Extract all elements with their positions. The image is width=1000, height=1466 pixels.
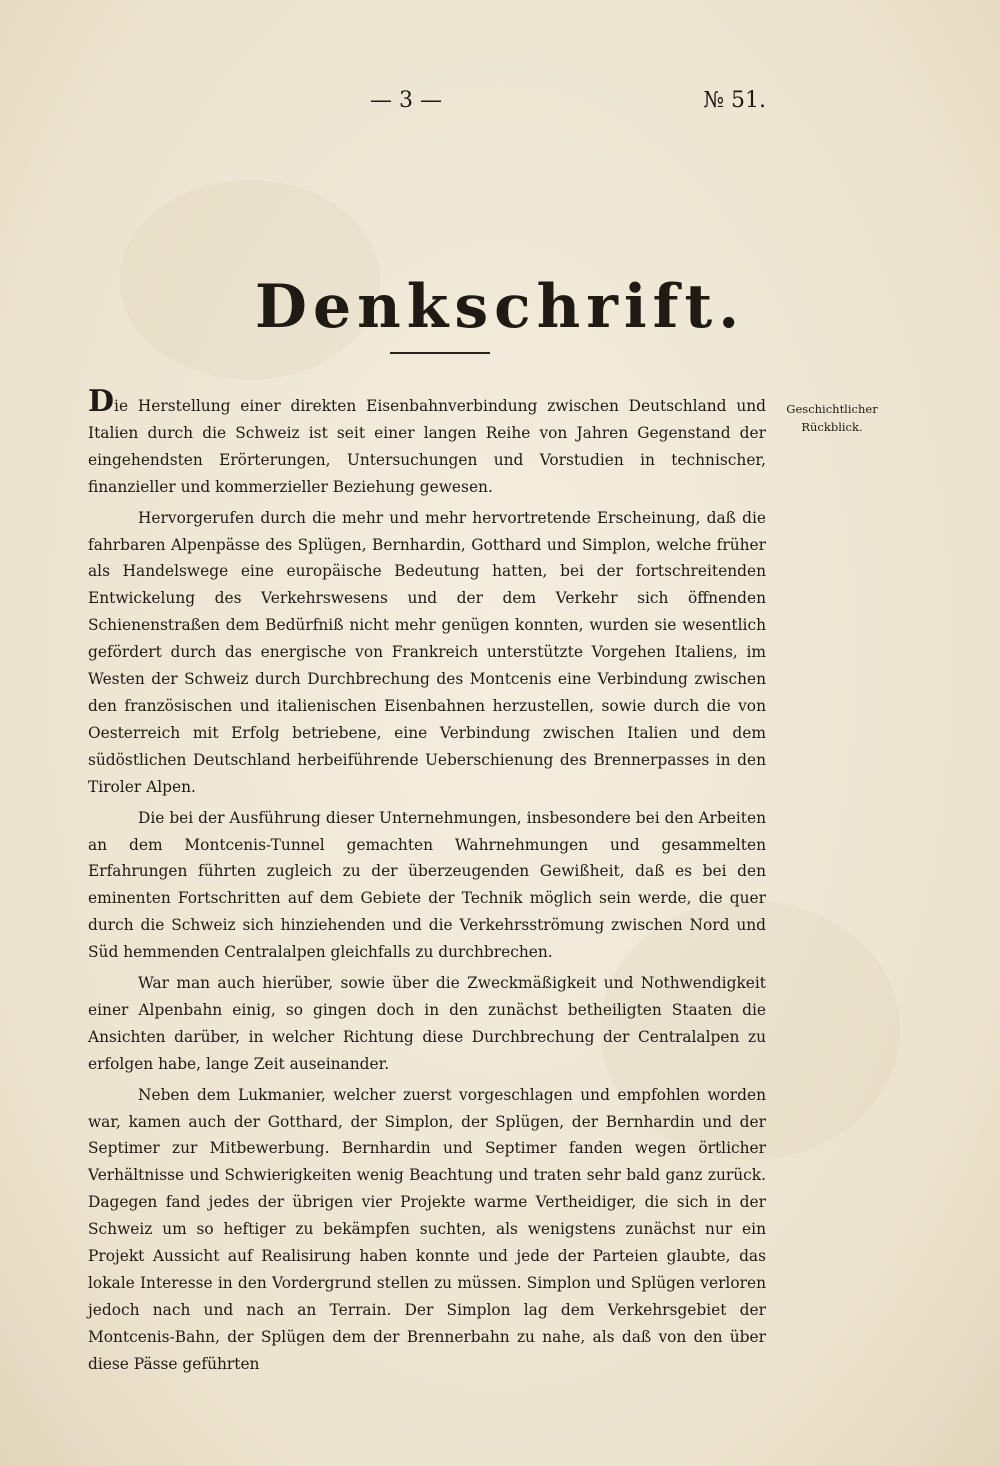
paragraph: Hervorgerufen durch die mehr und mehr hervortretende Erscheinung, daß die fahrbaren Alpenpässe des Splügen, Bernhardin, Gotthard und Simplon, welche früher als Handelswege eine europäische Bedeutung hatten, bei der fortschreitenden Entwickelung des Verkehrswesens und der dem Verkehr sich öffnenden Schienenstraßen dem Bedürfniß nicht mehr genügen konnten, wurden sie wesentlich gefördert durch das energische von Frankreich unterstützte Vorgehen Italiens, im Westen der Schweiz durch Durchbrechung des Montcenis eine Verbindung zwischen den französischen und italienischen Eisenbahnen herzustellen, sowie durch die von Oesterreich mit Erfolg betriebene, eine Verbindung zwischen Italien und dem südöstlichen Deutschland herbeiführende Ueberschienung des Brennerpasses in den Tiroler Alpen.	[88, 508, 766, 796]
paragraph	[88, 384, 766, 501]
page-number: — 3 —	[370, 88, 442, 113]
title-divider	[390, 352, 490, 354]
drop-cap: D	[88, 384, 115, 419]
paragraph: Neben dem Lukmanier, welcher zuerst vorgeschlagen und empfohlen worden war, kamen auch der Gotthard, der Simplon, der Splügen, der Bernhardin und der Septimer zur Mitbewerbung. Bernhardin und Septimer fanden wegen örtlicher Verhältnisse und Schwierigkeiten wenig Beachtung und traten sehr bald ganz zurück. Dagegen fand jedes der übrigen vier Projekte warme Vertheidiger, die sich in der Schweiz um so heftiger zu bekämpfen suchten, als wenigstens zunächst nur ein Projekt Aussicht auf Realisirung haben konnte und jede der Parteien glaubte, das lokale Interesse in den Vordergrund stellen zu müssen. Simplon und Splügen verloren jedoch nach und nach an Terrain. Der Simplon lag dem Verkehrsgebiet der Montcenis-Bahn, der Splügen dem der Brennerbahn zu nahe, als daß von den über diese Pässe geführten	[88, 1085, 766, 1373]
body-text	[88, 384, 766, 1382]
document-number: № 51.	[703, 88, 766, 113]
paragraph-text: ie Herstellung einer direkten Eisenbahnverbindung zwischen Deutschland und Italien durch die Schweiz ist seit einer langen Reihe von Jahren Gegenstand der eingehendsten Erörterungen, Untersuchungen und Vorstudien in technischer, finanzieller und kommerzieller Beziehung gewesen.	[88, 397, 766, 496]
paragraph: War man auch hierüber, sowie über die Zweckmäßigkeit und Nothwendigkeit einer Alpenbahn einig, so gingen doch in den zunächst betheiligten Staaten die Ansichten darüber, in welcher Richtung diese Durchbrechung der Centralalpen zu erfolgen habe, lange Zeit auseinander.	[88, 974, 766, 1073]
page-title: Denkschrift.	[254, 272, 746, 342]
page-header	[370, 88, 770, 118]
marginal-note: Geschichtlicher Rückblick.	[786, 402, 878, 434]
paragraph: Die bei der Ausführung dieser Unternehmungen, insbesondere bei den Arbeiten an dem Montcenis-Tunnel gemachten Wahrnehmungen und gesammelten Erfahrungen führten zugleich zu der überzeugenden Gewißheit, daß es bei den eminenten Fortschritten auf dem Gebiete der Technik möglich sein werde, die quer durch die Schweiz sich hinziehenden und die Verkehrsströmung zwischen Nord und Süd hemmenden Centralalpen gleichfalls zu durchbrechen.	[88, 808, 766, 962]
